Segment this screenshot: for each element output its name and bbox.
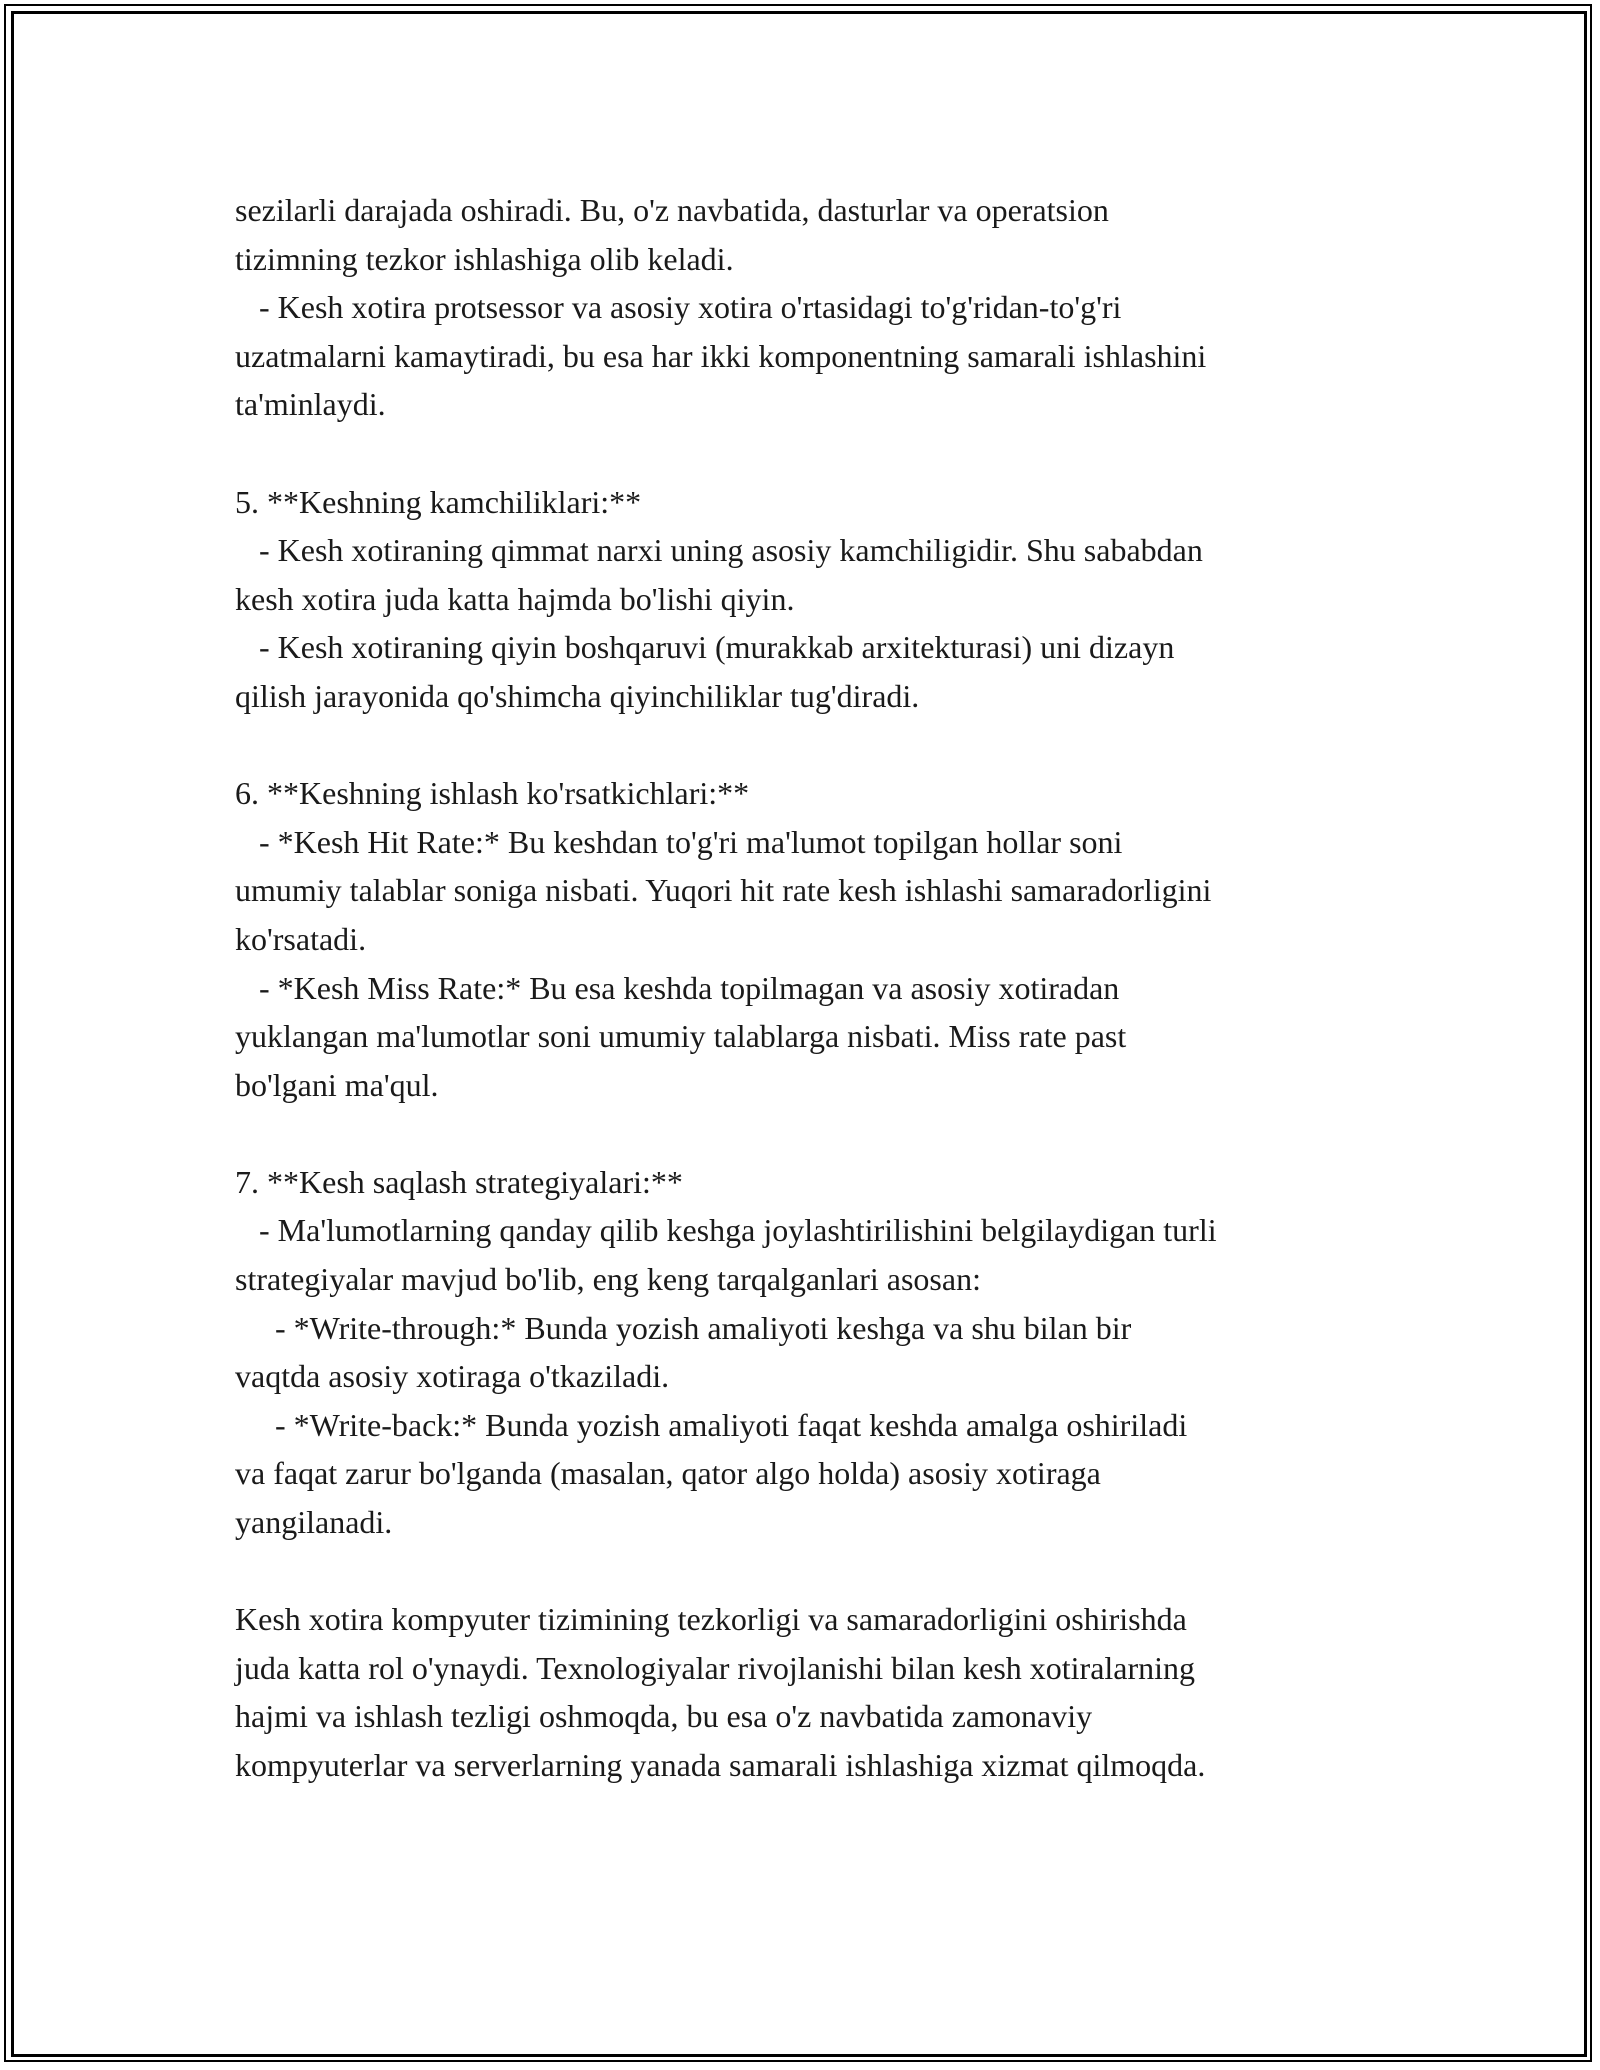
text-line: - *Kesh Miss Rate:* Bu esa keshda topilmagan va asosiy xotiradan	[235, 969, 1120, 1006]
text-line: - *Kesh Hit Rate:* Bu keshdan to'g'ri ma'lumot topilgan hollar soni	[235, 823, 1123, 860]
text-line: kesh xotira juda katta hajmda bo'lishi qiyin.	[235, 580, 795, 617]
blank-line	[235, 721, 1375, 770]
text-line: hajmi va ishlash tezligi oshmoqda, bu esa o'z navbatida zamonaviy	[235, 1698, 1093, 1735]
text-line: yangilanadi.	[235, 1504, 393, 1541]
text-line: va faqat zarur bo'lganda (masalan, qator algo holda) asosiy xotiraga	[235, 1455, 1101, 1492]
blank-line	[235, 1109, 1375, 1158]
text-line: ta'minlaydi.	[235, 386, 386, 423]
section-heading: 5. **Keshning kamchiliklari:**	[235, 483, 642, 520]
text-line: - *Write-through:* Bunda yozish amaliyoti keshga va shu bilan bir	[235, 1309, 1132, 1346]
text-line: - Kesh xotiraning qimmat narxi uning asosiy kamchiligidir. Shu sababdan	[235, 532, 1203, 569]
blank-line	[235, 1547, 1375, 1596]
text-line: - *Write-back:* Bunda yozish amaliyoti faqat keshda amalga oshiriladi	[235, 1406, 1188, 1443]
text-line: juda katta rol o'ynaydi. Texnologiyalar rivojlanishi bilan kesh xotiralarning	[235, 1649, 1196, 1686]
text-line: ko'rsatadi.	[235, 920, 367, 957]
blank-line	[235, 429, 1375, 478]
section-heading: 6. **Keshning ishlash ko'rsatkichlari:**	[235, 775, 750, 812]
text-line: strategiyalar mavjud bo'lib, eng keng tarqalganlari asosan:	[235, 1261, 981, 1298]
text-line: umumiy talablar soniga nisbati. Yuqori hit rate kesh ishlashi samaradorligini	[235, 872, 1212, 909]
text-line: bo'lgani ma'qul.	[235, 1066, 439, 1103]
section-heading: 7. **Kesh saqlash strategiyalari:**	[235, 1163, 683, 1200]
text-line: kompyuterlar va serverlarning yanada samarali ishlashiga xizmat qilmoqda.	[235, 1747, 1206, 1783]
text-line: sezilarli darajada oshiradi. Bu, o'z navbatida, dasturlar va operatsion	[235, 192, 1109, 228]
text-line: - Kesh xotiraning qiyin boshqaruvi (murakkab arxitekturasi) uni dizayn	[235, 629, 1175, 666]
text-line: uzatmalarni kamaytiradi, bu esa har ikki komponentning samarali ishlashini	[235, 337, 1207, 374]
text-line: vaqtda asosiy xotiraga o'tkaziladi.	[235, 1358, 670, 1395]
text-line: - Kesh xotira protsessor va asosiy xotira o'rtasidagi to'g'ridan-to'g'ri	[235, 289, 1122, 326]
text-line: yuklangan ma'lumotlar soni umumiy talablarga nisbati. Miss rate past	[235, 1018, 1127, 1055]
text-line: qilish jarayonida qo'shimcha qiyinchiliklar tug'diradi.	[235, 677, 920, 714]
text-line: - Ma'lumotlarning qanday qilib keshga joylashtirilishini belgilaydigan turli	[235, 1212, 1217, 1249]
text-line: Kesh xotira kompyuter tizimining tezkorligi va samaradorligini oshirishda	[235, 1601, 1187, 1638]
document-body	[235, 186, 1375, 1790]
text-line: tizimning tezkor ishlashiga olib keladi.	[235, 240, 734, 277]
